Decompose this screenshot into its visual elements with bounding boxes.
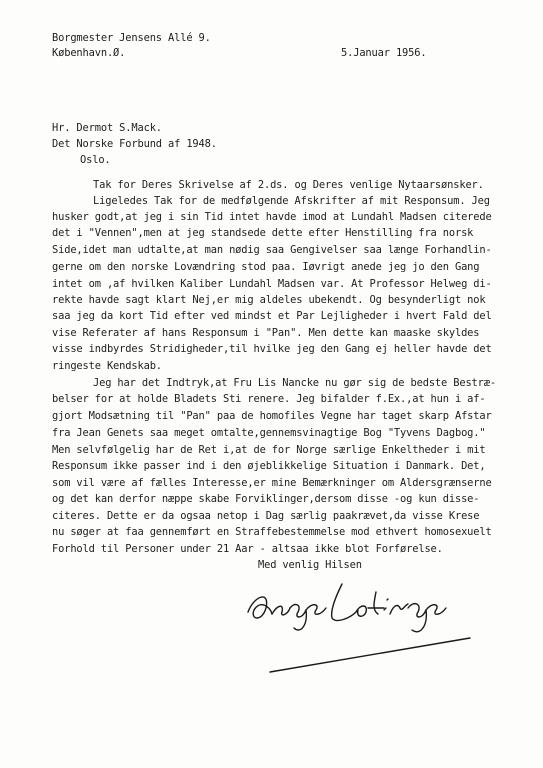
body-line: citeres. Dette er da ogsaa netop i Dag særlig paakrævet,da visse Krese [52, 510, 480, 522]
body-line: vise Referater af hans Responsum i "Pan". Men dette kan maaske skyldes [52, 327, 480, 339]
body-line: Ligeledes Tak for de medfølgende Afskrifter af mit Responsum. Jeg [93, 195, 490, 207]
body-line: belser for at holde Bladets Sti renere. Jeg bifalder f.Ex.,at hun i af- [52, 393, 486, 405]
body-line: Jeg har det Indtryk,at Fru Lis Nancke nu gør sig de bedste Bestræ- [93, 377, 496, 389]
body-line: Side,idet man udtalte,at man nødig saa Gengivelser saa længe Forhandlin- [52, 244, 492, 256]
closing: Med venlig Hilsen [258, 559, 362, 571]
body-line: nu søger at faa gennemført en Straffebestemmelse mod ethvert homosexuelt [52, 526, 492, 538]
body-line: husker godt,at jeg i sin Tid intet havde imod at Lundahl Madsen citerede [52, 211, 492, 223]
body-line: og det kan derfor næppe skabe Forviklinger,dersom disse -og kun disse- [52, 493, 480, 505]
body-line: det i "Vennen",men at jeg standsede dette efter Henstilling fra norsk [52, 227, 474, 239]
body-line: gjort Modsætning til "Pan" paa de homofiles Vegne har taget skarp Afstar [52, 410, 492, 422]
sender-city: København.Ø. [52, 47, 126, 59]
handwritten-signature [240, 578, 480, 688]
recipient-name: Hr. Dermot S.Mack. [52, 122, 162, 134]
body-line: som vil være af fælles Interesse,er mine Bemærkninger om Aldersgrænserne [52, 477, 492, 489]
body-line: visse indbyrdes Stridigheder,til hvilke jeg den Gang ej heller havde det [52, 343, 492, 355]
body-line: saa jeg da kort Tid efter ved mindst et Par Lejligheder i hvert Fald del [52, 310, 492, 322]
body-line: rekte havde sagt klart Nej,er mig aldeles ubekendt. Og besynderligt nok [52, 294, 486, 306]
recipient-organization: Det Norske Forbund af 1948. [52, 138, 217, 150]
body-line: Men selvfølgelig har de Ret i,at de for Norge særlige Enkeltheder i mit [52, 444, 486, 456]
body-line: Responsum ikke passer ind i den øjeblikkelige Situation i Danmark. Det, [52, 460, 486, 472]
body-line: gerne om den norske Lovændring stod paa. Iøvrigt anede jeg jo den Gang [52, 261, 480, 273]
body-line: ringeste Kendskab. [52, 360, 162, 372]
recipient-city: Oslo. [80, 154, 111, 166]
body-line: Tak for Deres Skrivelse af 2.ds. og Deres venlige Nytaarsønsker. [93, 179, 484, 191]
body-line: Forhold til Personer under 21 Aar - altsaa ikke blot Forførelse. [52, 543, 443, 555]
body-line: fra Jean Genets saa meget omtalte,gennemsvinagtige Bog "Tyvens Dagbog." [52, 427, 486, 439]
body-line: intet om ,af hvilken Kaliber Lundahl Madsen var. At Professor Helweg di- [52, 278, 492, 290]
sender-street: Borgmester Jensens Allé 9. [52, 32, 211, 44]
letter-date: 5.Januar 1956. [341, 47, 427, 59]
